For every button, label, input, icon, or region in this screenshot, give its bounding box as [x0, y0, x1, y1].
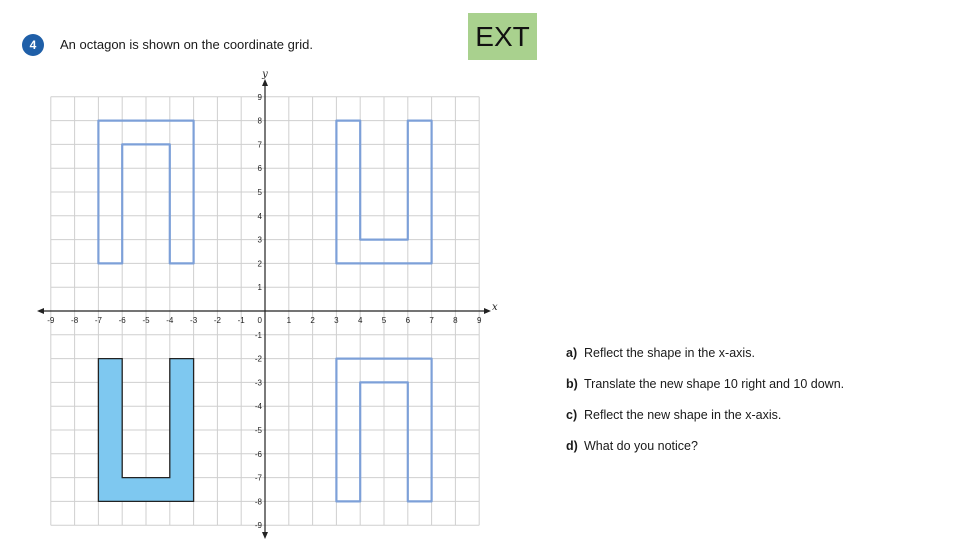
task-a: [566, 346, 844, 377]
y-tick-label: -4: [254, 402, 262, 412]
y-tick-label: -9: [254, 521, 262, 531]
y-tick-label: 9: [257, 92, 262, 102]
y-tick-label: 1: [257, 283, 262, 293]
y-tick-label: 5: [257, 188, 262, 197]
x-tick-label: 4: [357, 316, 363, 325]
x-tick-label: 9: [476, 316, 482, 325]
y-tick-label: -2: [254, 354, 262, 364]
x-tick-label: 8: [453, 316, 458, 325]
x-tick-label: 3: [334, 316, 339, 325]
x-tick-label: -9: [47, 316, 55, 325]
x-tick-label: -1: [237, 316, 245, 325]
task-label: b): [566, 377, 578, 391]
y-tick-label: 8: [257, 116, 262, 126]
x-tick-label: 5: [381, 316, 387, 325]
x-tick-label: 7: [429, 316, 434, 325]
origin-label: 0: [257, 316, 262, 325]
x-axis-label: x: [492, 302, 498, 313]
task-text: Reflect the shape in the x-axis.: [584, 346, 755, 360]
y-tick-label: -8: [254, 497, 262, 507]
x-tick-label: 2: [310, 316, 315, 325]
x-tick-label: 1: [286, 316, 292, 325]
task-label: a): [566, 346, 578, 360]
y-tick-label: -5: [254, 426, 262, 435]
question-text: An octagon is shown on the coordinate grid.: [60, 37, 313, 52]
task-label: c): [566, 408, 578, 422]
task-c: [566, 408, 844, 439]
x-tick-label: -7: [94, 316, 102, 325]
x-tick-label: -6: [118, 316, 126, 325]
y-tick-label: -7: [254, 473, 262, 483]
y-axis-arrow-up: [262, 79, 268, 86]
x-tick-label: -5: [142, 316, 150, 325]
x-tick-label: -8: [71, 316, 79, 325]
x-axis-arrow-left: [37, 308, 44, 314]
x-tick-label: -4: [166, 316, 174, 325]
y-tick-label: -6: [254, 449, 262, 459]
task-d: [566, 439, 844, 470]
task-text: Translate the new shape 10 right and 10 down.: [584, 377, 845, 391]
task-text: What do you notice?: [584, 439, 698, 453]
task-list: [566, 346, 844, 470]
ext-tag: EXT: [468, 13, 537, 60]
task-b: [566, 377, 844, 408]
y-tick-label: 7: [257, 140, 262, 150]
x-tick-label: -2: [213, 316, 221, 325]
y-axis-arrow-down: [262, 532, 268, 539]
y-tick-label: 4: [257, 211, 262, 221]
x-tick-label: -3: [190, 316, 198, 325]
x-tick-label: 6: [405, 316, 411, 325]
task-label: d): [566, 439, 578, 453]
y-tick-label: 6: [257, 164, 262, 174]
y-axis-label: y: [262, 69, 268, 80]
y-tick-label: -3: [254, 378, 262, 388]
y-tick-label: 3: [257, 235, 262, 245]
y-tick-label: -1: [254, 330, 262, 340]
task-text: Reflect the new shape in the x-axis.: [584, 408, 782, 422]
question-number: 4: [29, 38, 37, 52]
y-tick-label: 2: [257, 259, 262, 269]
x-axis-arrow-right: [484, 308, 491, 314]
